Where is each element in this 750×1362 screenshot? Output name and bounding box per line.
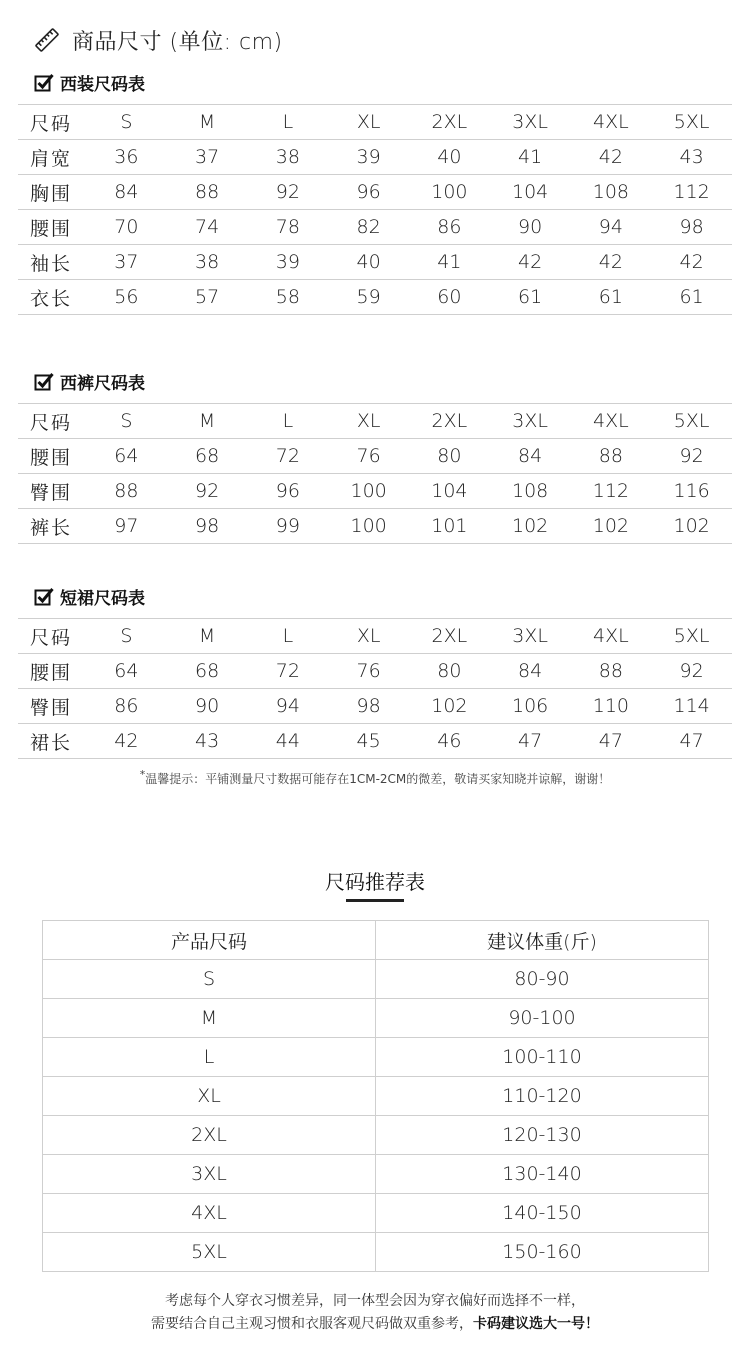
table-cell: 70 [86, 210, 167, 245]
table-cell: 106 [490, 689, 571, 724]
table-cell: 42 [651, 245, 732, 280]
table-cell: 102 [651, 509, 732, 544]
row-label: 臀围 [18, 474, 86, 509]
table-cell: 42 [571, 245, 652, 280]
skirt-title-label: 短裙尺码表 [60, 589, 145, 609]
checkbox-checked-icon [34, 73, 54, 93]
table-cell: 88 [86, 474, 167, 509]
table-row [43, 1155, 709, 1194]
table-cell: 80 [409, 439, 490, 474]
table-row [43, 1233, 709, 1272]
footer-line-2-text: 需要结合自己主观习惯和衣服客观尺码做双重参考， [151, 1316, 473, 1332]
table-cell: 86 [409, 210, 490, 245]
recommend-table [42, 920, 709, 1272]
table-cell: 100 [328, 509, 409, 544]
table-cell: XL [328, 404, 409, 439]
table-row [43, 1194, 709, 1233]
table-cell: 42 [571, 140, 652, 175]
table-row [18, 509, 732, 544]
skirt-size-table [18, 618, 732, 759]
footer-emphasis: 卡码建议选大一号！ [473, 1316, 599, 1332]
table-cell: 80 [409, 654, 490, 689]
table-cell: 98 [328, 689, 409, 724]
table-cell: 88 [571, 439, 652, 474]
table-cell: 72 [248, 654, 329, 689]
pants-size-table [18, 403, 732, 544]
table-cell: 88 [571, 654, 652, 689]
table-cell: 96 [328, 175, 409, 210]
weight-cell: 120-130 [376, 1116, 709, 1155]
checkbox-checked-icon [34, 587, 54, 607]
table-cell: 78 [248, 210, 329, 245]
table-cell: M [167, 404, 248, 439]
table-cell: S [86, 105, 167, 140]
table-cell: 99 [248, 509, 329, 544]
table-cell: 64 [86, 439, 167, 474]
skirt-section-title [34, 584, 145, 609]
table-header-row [18, 619, 732, 654]
table-cell: 38 [248, 140, 329, 175]
table-row [18, 245, 732, 280]
row-label: 腰围 [18, 654, 86, 689]
suit-size-table [18, 104, 732, 315]
table-cell: 94 [571, 210, 652, 245]
table-cell: 37 [86, 245, 167, 280]
weight-cell: 140-150 [376, 1194, 709, 1233]
recommend-title: 尺码推荐表 [325, 870, 425, 894]
table-header-row [18, 105, 732, 140]
note-text: 温馨提示：平铺测量尺寸数据可能存在1CM-2CM的微差，敬请买家知晓并谅解，谢谢！ [145, 772, 611, 786]
table-cell: 42 [86, 724, 167, 759]
measurement-note [0, 768, 750, 787]
suit-title-label: 西装尺码表 [60, 75, 145, 95]
table-cell: 88 [167, 175, 248, 210]
table-cell: 47 [651, 724, 732, 759]
table-row [18, 140, 732, 175]
table-row [43, 999, 709, 1038]
table-cell: 108 [490, 474, 571, 509]
table-cell: 116 [651, 474, 732, 509]
table-cell: L [248, 619, 329, 654]
table-cell: 68 [167, 439, 248, 474]
weight-cell: 110-120 [376, 1077, 709, 1116]
table-cell: 38 [167, 245, 248, 280]
size-cell: 2XL [43, 1116, 376, 1155]
suit-section-title [34, 70, 145, 95]
footer-note [0, 1290, 750, 1336]
note-asterisk: * [139, 768, 146, 781]
table-cell: 104 [409, 474, 490, 509]
weight-cell: 130-140 [376, 1155, 709, 1194]
weight-cell: 80-90 [376, 960, 709, 999]
row-label: 胸围 [18, 175, 86, 210]
table-cell: 68 [167, 654, 248, 689]
table-cell: 61 [571, 280, 652, 315]
table-cell: 102 [490, 509, 571, 544]
table-cell: 74 [167, 210, 248, 245]
table-cell: 61 [490, 280, 571, 315]
table-row [18, 474, 732, 509]
table-cell: 4XL [571, 105, 652, 140]
table-row [43, 1116, 709, 1155]
table-cell: 104 [490, 175, 571, 210]
table-cell: 82 [328, 210, 409, 245]
table-cell: 84 [490, 439, 571, 474]
table-cell: 2XL [409, 105, 490, 140]
table-row [18, 280, 732, 315]
table-cell: 47 [490, 724, 571, 759]
table-cell: L [248, 105, 329, 140]
row-label: 腰围 [18, 439, 86, 474]
table-cell: XL [328, 619, 409, 654]
page-header [34, 22, 283, 58]
table-cell: 114 [651, 689, 732, 724]
table-cell: 92 [248, 175, 329, 210]
table-cell: 98 [651, 210, 732, 245]
table-cell: 110 [571, 689, 652, 724]
table-cell: 58 [248, 280, 329, 315]
table-cell: 47 [571, 724, 652, 759]
table-cell: M [167, 105, 248, 140]
table-cell: 57 [167, 280, 248, 315]
table-cell: 90 [490, 210, 571, 245]
table-cell: 36 [86, 140, 167, 175]
table-cell: L [248, 404, 329, 439]
table-cell: 43 [651, 140, 732, 175]
row-label: 尺码 [18, 619, 86, 654]
table-cell: 3XL [490, 105, 571, 140]
checkbox-checked-icon [34, 372, 54, 392]
footer-line-2 [0, 1313, 750, 1336]
table-cell: 108 [571, 175, 652, 210]
row-label: 衣长 [18, 280, 86, 315]
table-cell: 43 [167, 724, 248, 759]
pants-title-label: 西裤尺码表 [60, 374, 145, 394]
table-cell: 84 [490, 654, 571, 689]
table-cell: 60 [409, 280, 490, 315]
size-cell: L [43, 1038, 376, 1077]
size-cell: S [43, 960, 376, 999]
table-cell: 46 [409, 724, 490, 759]
table-row [18, 210, 732, 245]
size-cell: 4XL [43, 1194, 376, 1233]
table-row [18, 654, 732, 689]
weight-cell: 90-100 [376, 999, 709, 1038]
table-cell: 92 [651, 654, 732, 689]
table-cell: 76 [328, 654, 409, 689]
row-label: 裤长 [18, 509, 86, 544]
table-cell: 59 [328, 280, 409, 315]
table-cell: 90 [167, 689, 248, 724]
table-cell: 56 [86, 280, 167, 315]
table-cell: 102 [409, 689, 490, 724]
table-cell: 5XL [651, 404, 732, 439]
table-cell: 5XL [651, 105, 732, 140]
table-cell: 4XL [571, 404, 652, 439]
table-cell: 5XL [651, 619, 732, 654]
row-label: 尺码 [18, 404, 86, 439]
table-cell: XL [328, 105, 409, 140]
weight-cell: 150-160 [376, 1233, 709, 1272]
table-cell: 2XL [409, 404, 490, 439]
table-header-row [18, 404, 732, 439]
table-cell: M [167, 619, 248, 654]
table-cell: 61 [651, 280, 732, 315]
page-title: 商品尺寸 (单位: cm) [72, 29, 283, 55]
table-cell: 3XL [490, 619, 571, 654]
row-label: 袖长 [18, 245, 86, 280]
table-cell: 37 [167, 140, 248, 175]
title-underline [346, 899, 404, 902]
weight-cell: 建议体重(斤) [376, 921, 709, 960]
table-cell: 102 [571, 509, 652, 544]
table-cell: 112 [571, 474, 652, 509]
table-cell: 41 [490, 140, 571, 175]
table-cell: 112 [651, 175, 732, 210]
table-cell: 72 [248, 439, 329, 474]
table-cell: 40 [328, 245, 409, 280]
table-cell: 97 [86, 509, 167, 544]
table-cell: 39 [328, 140, 409, 175]
table-cell: 100 [409, 175, 490, 210]
table-row [18, 439, 732, 474]
table-cell: 41 [409, 245, 490, 280]
row-label: 肩宽 [18, 140, 86, 175]
table-row [18, 175, 732, 210]
table-cell: 42 [490, 245, 571, 280]
table-cell: 98 [167, 509, 248, 544]
table-row [43, 960, 709, 999]
size-cell: 3XL [43, 1155, 376, 1194]
table-cell: S [86, 619, 167, 654]
table-cell: 100 [328, 474, 409, 509]
table-cell: 64 [86, 654, 167, 689]
table-cell: 4XL [571, 619, 652, 654]
table-cell: 86 [86, 689, 167, 724]
table-row [43, 1077, 709, 1116]
row-label: 尺码 [18, 105, 86, 140]
weight-cell: 100-110 [376, 1038, 709, 1077]
size-cell: XL [43, 1077, 376, 1116]
table-row [18, 724, 732, 759]
size-cell: 产品尺码 [43, 921, 376, 960]
table-header-row [43, 921, 709, 960]
table-cell: 45 [328, 724, 409, 759]
footer-line-1: 考虑每个人穿衣习惯差异，同一体型会因为穿衣偏好而选择不一样， [165, 1293, 585, 1309]
table-cell: 76 [328, 439, 409, 474]
table-cell: 3XL [490, 404, 571, 439]
pants-section-title [34, 369, 145, 394]
table-cell: 40 [409, 140, 490, 175]
table-cell: 94 [248, 689, 329, 724]
size-cell: 5XL [43, 1233, 376, 1272]
table-cell: 92 [167, 474, 248, 509]
table-cell: 96 [248, 474, 329, 509]
size-cell: M [43, 999, 376, 1038]
table-row [18, 689, 732, 724]
table-cell: 84 [86, 175, 167, 210]
table-cell: 2XL [409, 619, 490, 654]
ruler-icon [34, 27, 60, 53]
row-label: 腰围 [18, 210, 86, 245]
table-cell: 39 [248, 245, 329, 280]
table-row [43, 1038, 709, 1077]
row-label: 裙长 [18, 724, 86, 759]
table-cell: S [86, 404, 167, 439]
table-cell: 92 [651, 439, 732, 474]
table-cell: 101 [409, 509, 490, 544]
row-label: 臀围 [18, 689, 86, 724]
table-cell: 44 [248, 724, 329, 759]
